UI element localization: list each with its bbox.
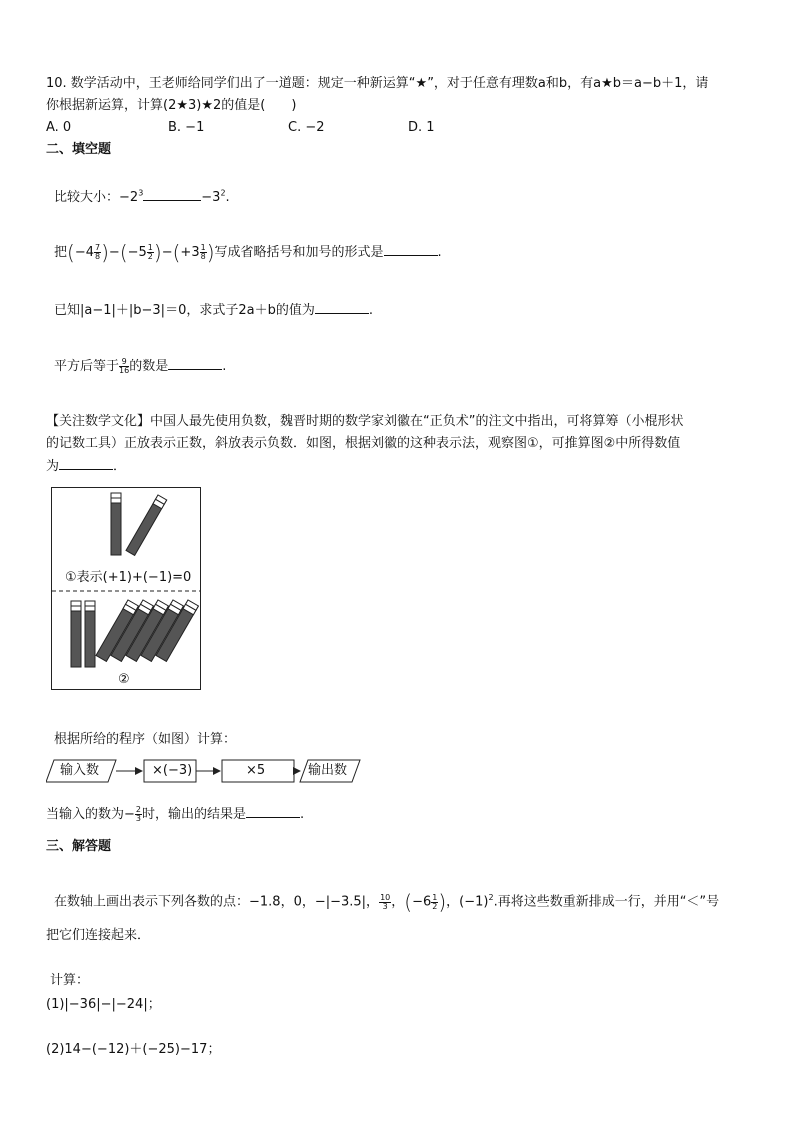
solution-calc-intro: 计算： [50, 973, 90, 988]
q10-option-c: C. −2 [288, 120, 325, 135]
fill-question-math-culture-line2: 的记数工具）正放表示正数，斜放表示负数．如图，根据刘徽的这种表示法，观察图①，可推算图②中所得数值 [46, 436, 681, 451]
fill-question-program-input: 当输入的数为− $\frac{2}{3}$ 时，输出的结果是 . [46, 805, 305, 823]
flow-multiply-5-label: ×5 [246, 763, 266, 778]
fill-question-absolute-value: 已知|a−1|＋|b−3|＝0，求式子2a＋b的值为 . [54, 303, 373, 318]
q10-line1: 10. 数学活动中，王老师给同学们出了一道题：规定一种新运算“★”，对于任意有理数a和b，有a★b＝a−b＋1，请 [46, 76, 709, 91]
fill-question-compare: 比较大小：$-2^3 -3^2$. [54, 188, 230, 205]
upright-rod-icon [111, 493, 121, 555]
solution-number-line-line1: 在数轴上画出表示下列各数的点：−1.8，0，−|−3.5|， $\frac{10}{3}$ ，(−6 $\frac{1}{2}$ )，$(-1)^2$.再将这些数重新排成一行，并用“＜”号 [54, 890, 720, 914]
solution-calc-part2: (2)14−(−12)＋(−25)−17； [46, 1042, 221, 1057]
fill-question-square-root: 平方后等于 $\frac{9}{16}$ 的数是 . [54, 357, 227, 375]
q10-option-d: D. 1 [408, 120, 435, 135]
fill-question-brackets: 把(−4 $\frac{7}{8}$ )−(−5 $\frac{1}{2}$ )−(+3 $\frac{1}{8}$ )写成省略括号和加号的形式是 . [54, 240, 442, 265]
flow-input-label: 输入数 [60, 763, 100, 778]
solution-number-line-line2: 把它们连接起来． [46, 928, 151, 943]
fill-question-program-intro: 根据所给的程序（如图）计算： [54, 732, 237, 747]
upright-rods-group [71, 601, 95, 667]
counting-rods-figure [51, 487, 201, 690]
flow-output-label: 输出数 [308, 763, 348, 778]
flow-multiply-neg3-label: ×(−3) [152, 763, 193, 778]
section-heading-solutions: 三、解答题 [46, 839, 112, 854]
solution-calc-part1: (1)|−36|−|−24|； [46, 997, 161, 1012]
section-heading-fill-in: 二、填空题 [46, 142, 112, 157]
q10-option-a: A. 0 [46, 120, 72, 135]
q10-option-b: B. −1 [168, 120, 205, 135]
figure-caption-2: ② [118, 672, 130, 687]
figure-caption-1: ①表示(+1)+(−1)=0 [65, 570, 192, 585]
slanted-rod-icon [126, 495, 167, 555]
fill-question-math-culture-line1: 【关注数学文化】中国人最先使用负数，魏晋时期的数学家刘徽在“正负术”的注文中指出，可将算筹（小棍形状 [46, 414, 684, 429]
fill-question-math-culture-line3: 为 ． [46, 459, 127, 474]
q10-line2: 你根据新运算，计算(2★3)★2的值是( ) [46, 98, 297, 113]
slanted-rods-group [96, 600, 198, 661]
